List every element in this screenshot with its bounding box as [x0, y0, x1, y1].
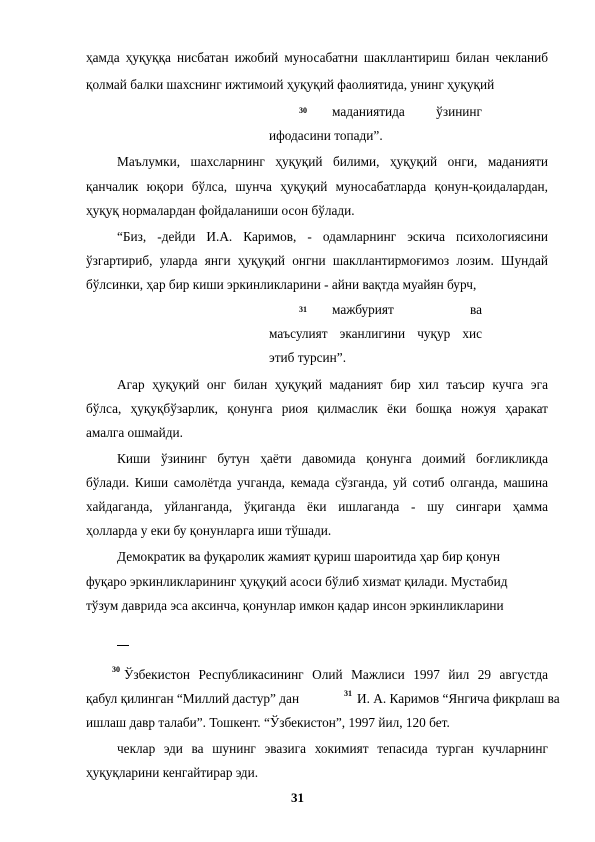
- text-line: ифодасини топади”.: [269, 128, 383, 143]
- text-line: маданиятида ўзининг: [332, 104, 482, 119]
- text-line: қолмай балки шахснинг ижтимоий ҳуқуқий фаолиятида, унинг ҳуқуқий: [86, 77, 495, 92]
- text-line: хайдаганда, уйланганда, ўқиганда ёки ишлаганда - шу сингари ҳамма: [86, 499, 548, 514]
- text-line: бўлса, ҳуқуқбўзарлик, қонунга риоя қилмаслик ёки бошқа ножуя ҳаракат: [86, 401, 548, 416]
- text-line: қанчалик юқори бўлса, шунча ҳуқуқий муносабатларда қонун-қоидалардан,: [86, 179, 548, 194]
- text-line: ҳуқуқларини кенгайтирар эди.: [86, 765, 259, 780]
- footnote-separator: [117, 645, 129, 646]
- footnote-text: И. А. Каримов “Янгича фикрлаш ва: [357, 691, 560, 706]
- text-line: тўзум даврида эса аксинча, қонунлар имкон қадар инсон эркинликларини: [86, 598, 504, 613]
- text-line: ўзгартириб, уларда янги ҳуқуқий онгни шакллантирмоғимоз лозим. Шундай: [86, 253, 548, 268]
- paragraph-first-line: Агар ҳуқуқий онг билан ҳуқуқий маданият бир хил таъсир кучга эга: [117, 377, 548, 392]
- paragraph-first-line: чеклар эди ва шунинг эвазига хокимият тепасида турган кучларнинг: [117, 741, 548, 756]
- text-line: ҳолларда у еки бу қонунларга иши тўшади.: [86, 523, 332, 538]
- footnote-text: ишлаш давр талаби”. Тошкент. “Ўзбекистон”, 1997 йил, 120 бет.: [86, 715, 450, 730]
- text-line: амалга ошмайди.: [86, 425, 183, 440]
- text-line: фуқаро эркинликларининг ҳуқуқий асоси бўлиб хизмат қилади. Мустабид: [86, 574, 508, 589]
- paragraph-first-line: Маълумки, шахсларнинг ҳуқуқий билими, ҳуқуқий онги, маданияти: [117, 154, 548, 169]
- paragraph-first-line: “Биз, -дейди И.А. Каримов, - одамларнинг эскича психологиясини: [117, 229, 548, 244]
- text-line: ҳамда ҳуқуққа нисбатан ижобий муносабатни шакллантириш билан чекланиб: [86, 50, 548, 65]
- footnote-marker: 30: [299, 106, 307, 115]
- text-line: мажбурият ва: [332, 302, 482, 317]
- page-number: 31: [291, 790, 304, 805]
- paragraph-first-line: Киши ўзининг бутун ҳаёти давомида қонунга доимий боғликликда: [117, 451, 548, 466]
- text-line: ҳуқуқ нормалардан фойдаланиши осон бўлади.: [86, 203, 355, 218]
- footnote-text: қабул қилинган “Миллий дастур” дан: [86, 691, 300, 706]
- text-line: бўлади. Киши самолётда учганда, кемада сўзганда, уй сотиб олганда, машина: [86, 475, 548, 490]
- footnote-marker: 31: [344, 689, 352, 698]
- text-line: бўлсинки, ҳар бир киши эркинликларини - айни вақтда муайян бурч,: [86, 277, 477, 292]
- footnote-marker: 30: [112, 665, 120, 674]
- footnote-marker: 31: [299, 305, 307, 314]
- paragraph-first-line: Демократик ва фуқаролик жамият қуриш шароитида ҳар бир қонун: [117, 549, 500, 564]
- text-line: маъсулият эканлигини чуқур хис: [269, 326, 482, 341]
- text-line: этиб турсин”.: [269, 350, 347, 365]
- footnote-text: Ўзбекистон Республикасининг Олий Мажлиси 1997 йил 29 августда: [124, 667, 548, 682]
